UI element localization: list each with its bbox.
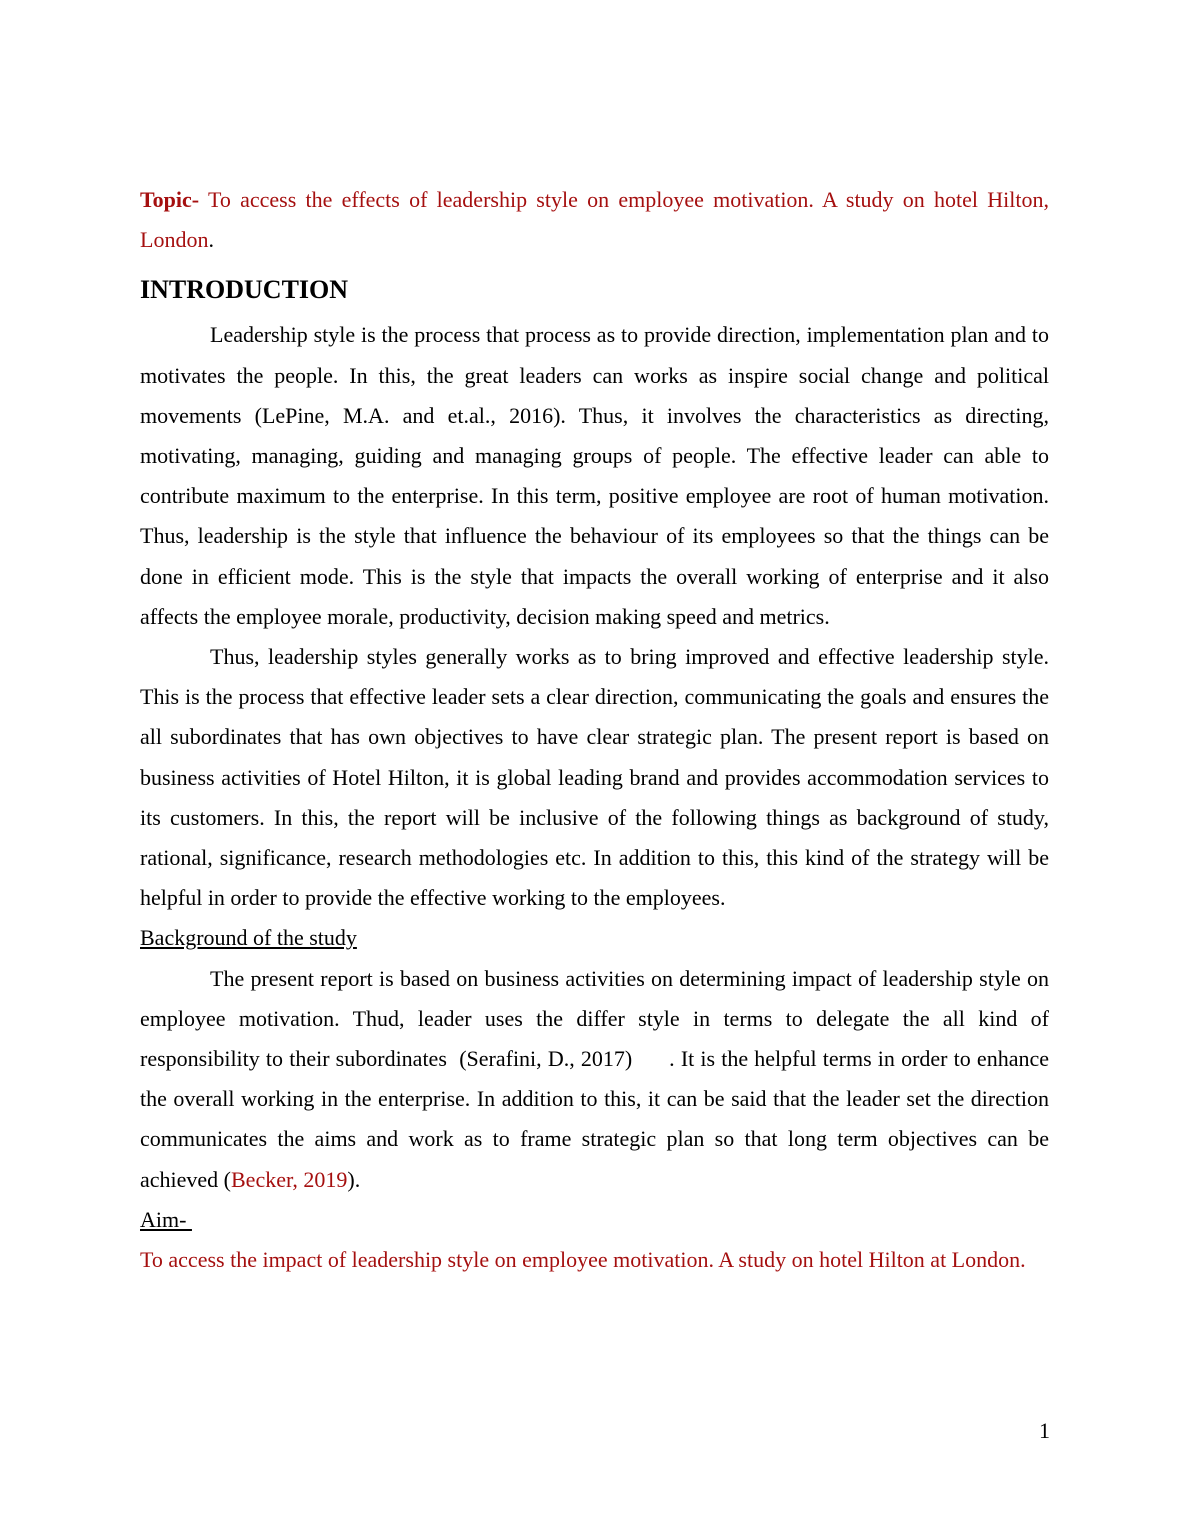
introduction-paragraph-1: Leadership style is the process that process as to provide direction, implementation plan and to motivates the people. In this, the great leaders can works as inspire social change and political movements (LePine, M.A. and et.al., 2016). Thus, it involves the characteristics as directing, motivating, managing, guiding and managing groups of people. The effective leader can able to contribute maximum to the enterprise. In this term, positive employee are root of human motivation. Thus, leadership is the style that influence the behaviour of its employees so that the things can be done in efficient mode. This is the style that impacts the overall working of enterprise and it also affects the employee morale, productivity, decision making speed and metrics. [140,322,1049,629]
background-text-end: ). [347,1166,361,1192]
introduction-heading: INTRODUCTION [140,275,349,305]
topic-text: To access the effects of leadership style on employee motivation. A study on hotel Hilton, London [140,187,1049,253]
topic-line [140,180,1049,260]
topic-label: Topic- [140,187,200,212]
topic-end: . [208,227,214,253]
background-citation: Becker, 2019 [231,1166,348,1192]
background-text: The present report is based on business activities on determining impact of leadership style on employee motivation. Thud, leader uses the differ style in terms to delegate the all kind of responsibility to their subordinates (Serafini, D., 2017) . It is the helpful terms in order to enhance the overall working in the enterprise. In addition to this, it can be said that the leader set the direction communicates the aims and work as to frame strategic plan so that long term objectives can be achieved ( [140,965,1055,1192]
aim-text: To access the impact of leadership style on employee motivation. A study on hotel Hilton at London. [140,1247,1026,1273]
aim-heading: Aim- [140,1206,192,1232]
background-heading: Background of the study [140,925,357,951]
document-page [140,180,1055,1280]
background-paragraph [140,959,1055,1200]
introduction-paragraph-2: Thus, leadership styles generally works as to bring improved and effective leadership style. This is the process that effective leader sets a clear direction, communicating the goals and ensures the all subordinates that has own objectives to have clear strategic plan. The present report is based on business activities of Hotel Hilton, it is global leading brand and provides accommodation services to its customers. In this, the report will be inclusive of the following things as background of study, rational, significance, research methodologies etc. In addition to this, this kind of the strategy will be helpful in order to provide the effective working to the employees. [140,644,1049,911]
page-number: 1 [1039,1418,1050,1443]
